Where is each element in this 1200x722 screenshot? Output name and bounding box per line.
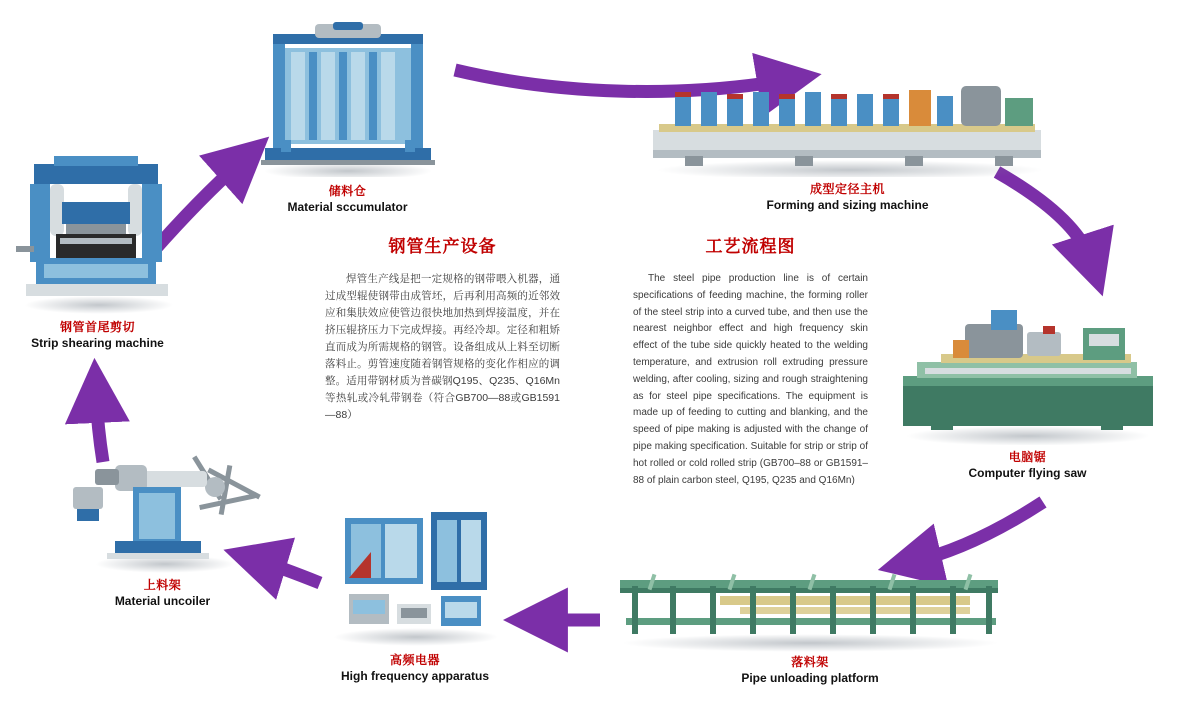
caption-high-frequency-cn: 高频电器 [389,653,440,667]
forming-sizing-illustration [645,72,1050,177]
caption-flying-saw [895,449,1160,481]
caption-shearing [10,319,185,351]
chinese-body: 焊管生产线是把一定规格的钢带喂入机器，通过成型辊使钢带由成管坯，后再利用高频的近邻效应和集肤效应使管边很快地加热到焊接温度，并在挤压辊挤压力下完成焊接。再经冷却。定径和粗矫直而成为所需规格的钢管。设备组成从上料至切断落料止。剪管速度随着钢管规格的变化作相应的调整。适用带钢材质为普碳钢Q195、Q235、Q16Mn等热轧或冷轧带钢卷（符合GB700—88或GB1591—88） [325,273,560,421]
english-body: The steel pipe production line is of certain specifications of feeding machine, the forming roller of the steel strip into a curved tube, and then use the nearest neighbor effect and high frequency skin effect of the tube side quickly heated to the welding temperature, and extrusion roll extruding pressure welding, after cooling, sizing and rough straightening as for steel pipe specifications. The equipment is made up of feeding to cutting and blanking, and the speed of pipe making is adjusted with the change of pipe making specification. Suitable for strip or strip of hot rolled or cold rolled strip (GB700–88 or GB1591–88 of plain carbon steel, Q195, Q235 and Q16Mn) [633,273,868,486]
node-flying-saw [895,290,1160,481]
node-accumulator [255,22,440,215]
arrow-saw-to-unloading [912,502,1043,562]
node-forming-sizing [645,72,1050,213]
text-block-chinese [325,232,560,424]
node-high-frequency [325,508,505,684]
node-unloading-platform [610,562,1010,686]
high-frequency-illustration [325,508,505,648]
caption-unloading-platform-cn: 落料架 [791,655,829,669]
caption-shearing-cn: 钢管首尾剪切 [59,320,135,334]
caption-flying-saw-cn: 电脑锯 [1008,450,1047,464]
chinese-heading: 钢管生产设备 [388,237,497,256]
caption-unloading-platform-en: Pipe unloading platform [741,671,879,686]
caption-flying-saw-en: Computer flying saw [968,466,1087,481]
shearing-illustration [10,150,185,315]
caption-accumulator-en: Material sccumulator [287,200,408,215]
caption-high-frequency-en: High frequency apparatus [340,669,490,684]
caption-unloading-platform [610,654,1010,686]
caption-accumulator-cn: 储料仓 [328,184,367,198]
unloading-platform-illustration [610,562,1010,652]
node-uncoiler [55,425,270,609]
caption-uncoiler-en: Material uncoiler [114,594,211,609]
node-shearing [10,150,185,351]
caption-forming-sizing-en: Forming and sizing machine [766,198,929,213]
caption-uncoiler [55,577,270,609]
english-heading: 工艺流程图 [705,237,796,256]
caption-forming-sizing-cn: 成型定径主机 [809,182,885,196]
uncoiler-illustration [55,425,270,575]
caption-high-frequency [325,652,505,684]
flying-saw-illustration [895,290,1160,445]
caption-uncoiler-cn: 上料架 [143,578,182,592]
text-block-english [633,232,868,489]
caption-accumulator [255,183,440,215]
accumulator-illustration [255,22,440,177]
caption-shearing-en: Strip shearing machine [31,336,164,351]
caption-forming-sizing [645,181,1050,213]
